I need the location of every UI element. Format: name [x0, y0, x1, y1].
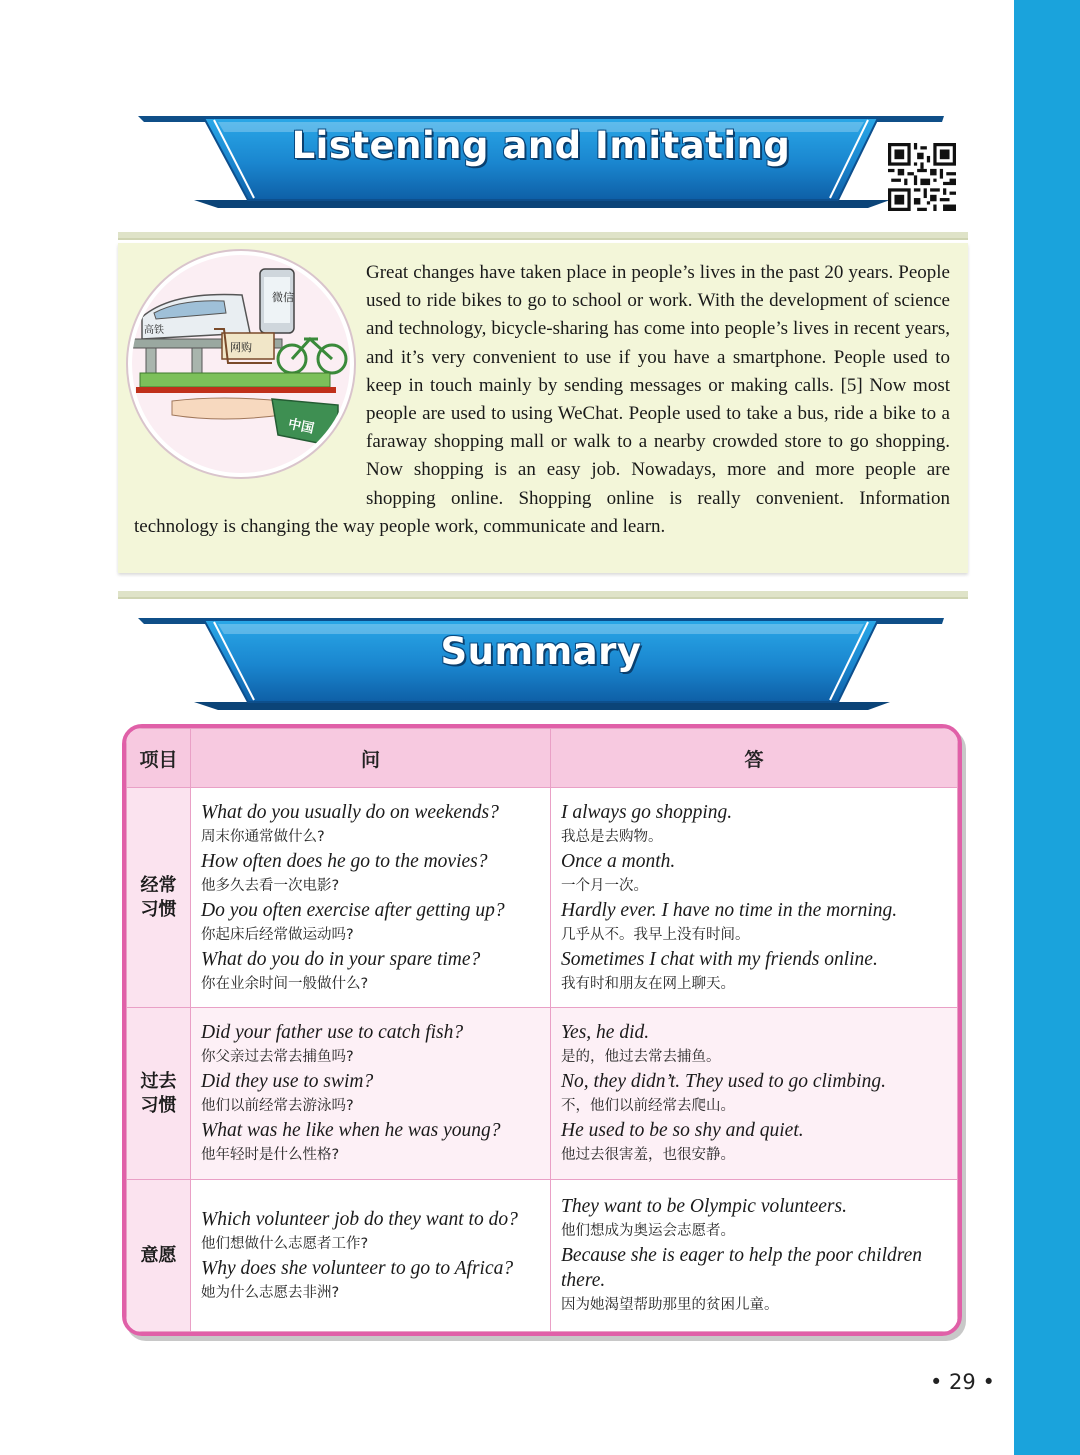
- category-cell: [127, 788, 191, 1008]
- qr-code-icon[interactable]: [888, 143, 956, 211]
- table-row-frequent-habits: [127, 788, 958, 1008]
- question-en: Did they use to swim?: [201, 1071, 374, 1092]
- question-zh: 他们以前经常去游泳吗?: [201, 1098, 354, 1114]
- illus-label-china: 中国: [286, 416, 316, 437]
- question-en: Which volunteer job do they want to do?: [201, 1208, 518, 1230]
- header-question: 问: [191, 729, 551, 788]
- table-row-past-habits: [127, 1008, 958, 1180]
- section-title-listening: Listening and Imitating: [291, 124, 791, 167]
- illus-label-wechat: 微信: [272, 291, 294, 304]
- answer-zh: 他们想成为奥运会志愿者。: [561, 1223, 735, 1239]
- question-cell: [191, 1180, 551, 1332]
- answer-en: Yes, he did.: [561, 1022, 650, 1043]
- answer-cell: [551, 1008, 958, 1180]
- illus-label-online-shopping: 网购: [230, 341, 252, 354]
- answer-en: Hardly ever. I have no time in the morning.: [561, 899, 898, 921]
- answer-cell: [551, 788, 958, 1008]
- section-title-summary: Summary: [440, 630, 642, 673]
- separator-line: [118, 232, 968, 240]
- question-zh: 你起床后经常做运动吗?: [201, 926, 354, 943]
- question-en: Did your father use to catch fish?: [201, 1022, 464, 1043]
- summary-table: [122, 724, 962, 1336]
- question-zh: 她为什么志愿去非洲?: [201, 1284, 340, 1301]
- illustration-spacer: [134, 259, 366, 485]
- answer-zh: 因为她渴望帮助那里的贫困儿童。: [561, 1297, 779, 1313]
- answer-zh: 我有时和朋友在网上聊天。: [561, 975, 735, 992]
- category-label: 习惯: [140, 898, 177, 920]
- answer-cell: [551, 1180, 958, 1332]
- category-label: 意愿: [140, 1244, 177, 1266]
- category-cell: [127, 1008, 191, 1180]
- page-number: • 29 •: [930, 1370, 995, 1394]
- passage-text: Great changes have taken place in people’s lives in the past 20 years. People used to ride bikes to go to school or work. With the development of science and technology, bicycle-sharing has come into people’s lives in recent years, and it’s very convenient to use if you have a smartphone. People used to keep in touch mainly by sending messages or making calls. [5] Now most people are used to using WeChat. People used to take a bus, ride a bike to a faraway shopping mall or walk to a nearby crowded store to go shopping. Now shopping is an easy job. Nowadays, more and more people are shopping online. Shopping online is really convenient. Information technology is changing the way people work, communicate and learn.: [134, 262, 950, 537]
- question-zh: 他年轻时是什么性格?: [201, 1147, 340, 1163]
- answer-en: No, they didn’t. They used to go climbing.: [561, 1071, 886, 1092]
- answer-zh: 我总是去购物。: [561, 828, 663, 845]
- question-zh: 周末你通常做什么?: [201, 828, 325, 845]
- answer-zh: 他过去很害羞，也很安静。: [561, 1147, 735, 1163]
- answer-en: Because she is eager to help the poor children there.: [561, 1245, 923, 1291]
- separator-line-2: [118, 591, 968, 599]
- table-header-row: [127, 729, 958, 788]
- category-label: 习惯: [140, 1094, 177, 1116]
- table-row-intentions: [127, 1180, 958, 1332]
- answer-en: Sometimes I chat with my friends online.: [561, 948, 878, 970]
- answer-en: Once a month.: [561, 850, 676, 872]
- answer-en: They want to be Olympic volunteers.: [561, 1196, 847, 1217]
- section-banner-summary: [138, 616, 944, 712]
- question-en: What do you do in your spare time?: [201, 948, 481, 970]
- answer-en: He used to be so shy and quiet.: [561, 1120, 804, 1141]
- category-cell: [127, 1180, 191, 1332]
- answer-en: I always go shopping.: [561, 801, 733, 823]
- question-en: What do you usually do on weekends?: [201, 801, 499, 823]
- header-answer: 答: [551, 729, 958, 788]
- question-en: How often does he go to the movies?: [201, 850, 488, 872]
- question-zh: 他多久去看一次电影?: [201, 877, 340, 894]
- answer-zh: 不，他们以前经常去爬山。: [561, 1098, 735, 1114]
- question-en: What was he like when he was young?: [201, 1120, 501, 1141]
- answer-zh: 几乎从不。我早上没有时间。: [561, 926, 750, 943]
- section-banner-listening: [138, 114, 944, 210]
- side-color-bar: [1014, 0, 1080, 1455]
- question-cell: [191, 1008, 551, 1180]
- question-zh: 你父亲过去常去捕鱼吗?: [201, 1049, 354, 1065]
- category-label: 经常: [140, 874, 177, 896]
- category-label: 过去: [140, 1070, 177, 1092]
- answer-zh: 一个月一次。: [561, 877, 648, 894]
- question-en: Do you often exercise after getting up?: [201, 899, 505, 921]
- question-en: Why does she volunteer to go to Africa?: [201, 1257, 514, 1279]
- passage-text-block: [134, 259, 950, 541]
- reading-passage-box: [118, 243, 968, 573]
- answer-zh: 是的，他过去常去捕鱼。: [561, 1049, 721, 1065]
- question-zh: 你在业余时间一般做什么?: [201, 975, 369, 992]
- illus-label-highspeed-rail: 高铁: [144, 325, 164, 336]
- question-zh: 他们想做什么志愿者工作?: [201, 1235, 369, 1252]
- header-category: 项目: [127, 729, 191, 788]
- question-cell: [191, 788, 551, 1008]
